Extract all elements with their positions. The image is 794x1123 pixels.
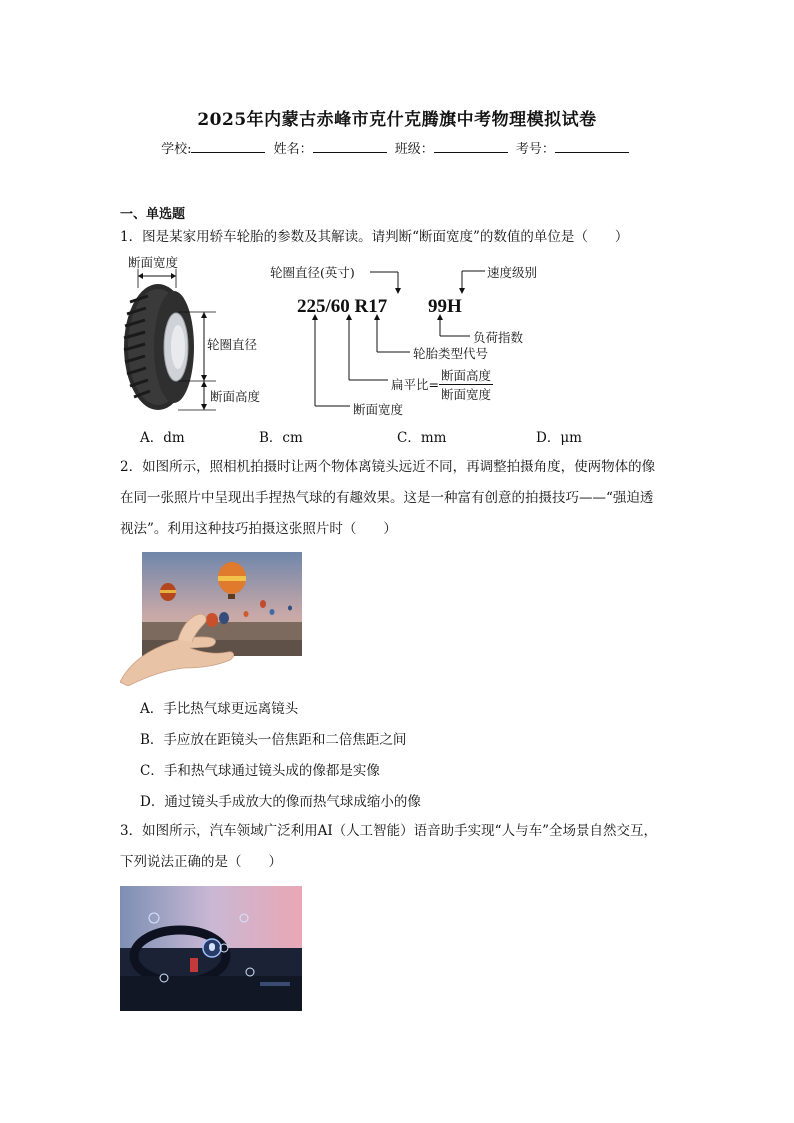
section-heading: 一、单选题 [120, 207, 186, 222]
q2-option-a: A．手比热气球更远离镜头 [140, 701, 299, 717]
question-2-stem [120, 452, 685, 545]
fraction-denominator: 断面宽度 [440, 387, 491, 402]
page-title: 2025年内蒙古赤峰市克什克腾旗中考物理模拟试卷 [197, 110, 597, 130]
q1-option-d: D．μm [536, 430, 582, 446]
aspect-ratio-fraction [439, 366, 493, 403]
class-blank [434, 138, 508, 153]
q1-option-b: B．cm [259, 430, 303, 446]
load-index-label: 负荷指数 [473, 330, 524, 345]
tire-type-code-label: 轮胎类型代号 [413, 346, 489, 361]
class-label: 班级： [394, 142, 434, 157]
q2-stem-line1: 2．如图所示，照相机拍摄时让两个物体离镜头远近不同，再调整拍摄角度，使两物体的像 [120, 459, 656, 475]
aspect-ratio-formula [391, 366, 493, 403]
fraction-numerator: 断面高度 [440, 368, 491, 383]
q1-option-a: A．dm [140, 430, 185, 446]
car-ai-illustration [120, 886, 302, 1011]
tire-code-part1: 225/60 R17 [297, 296, 388, 317]
car-ai-photo [120, 886, 302, 1011]
exam-no-blank [555, 138, 629, 153]
q2-option-d: D．通过镜头手成放大的像而热气球成缩小的像 [140, 794, 421, 810]
student-info-line [0, 138, 794, 157]
question-3-stem [120, 816, 685, 878]
q2-option-c: C．手和热气球通过镜头成的像都是实像 [140, 763, 380, 779]
rim-diameter-inch-label: 轮圈直径(英寸) [270, 265, 355, 280]
section-width-bottom-label: 断面宽度 [353, 402, 404, 417]
q3-stem-line1: 3．如图所示，汽车领域广泛利用AI（人工智能）语音助手实现“人与车”全场景自然交互， [120, 823, 657, 839]
q1-option-c: C．mm [397, 430, 447, 446]
aspect-ratio-label: 扁平比= [391, 377, 439, 392]
tire-code-part2: 99H [428, 296, 462, 317]
balloon-photo-illustration [120, 552, 302, 686]
q2-stem-line3: 视法”。利用这种技巧拍摄这张照片时（ ） [120, 521, 397, 537]
name-label: 姓名： [273, 142, 313, 157]
name-blank [313, 138, 387, 153]
section-height-side-label: 断面高度 [210, 389, 261, 404]
balloon-photo [120, 552, 302, 686]
q3-stem-line2: 下列说法正确的是（ ） [120, 854, 282, 870]
speed-rating-label: 速度级别 [487, 265, 538, 280]
q2-stem-line2: 在同一张照片中呈现出手捏热气球的有趣效果。这是一种富有创意的拍摄技巧——“强迫透 [120, 490, 654, 506]
school-label: 学校: [161, 142, 192, 157]
school-blank [191, 138, 265, 153]
rim-diameter-side-label: 轮圈直径 [207, 337, 258, 352]
q2-option-b: B．手应放在距镜头一倍焦距和二倍焦距之间 [140, 732, 407, 748]
question-1-stem: 1．图是某家用轿车轮胎的参数及其解读。请判断“断面宽度”的数值的单位是（ ） [120, 229, 629, 245]
exam-no-label: 考号： [515, 142, 555, 157]
section-width-top-label: 断面宽度 [128, 255, 179, 270]
